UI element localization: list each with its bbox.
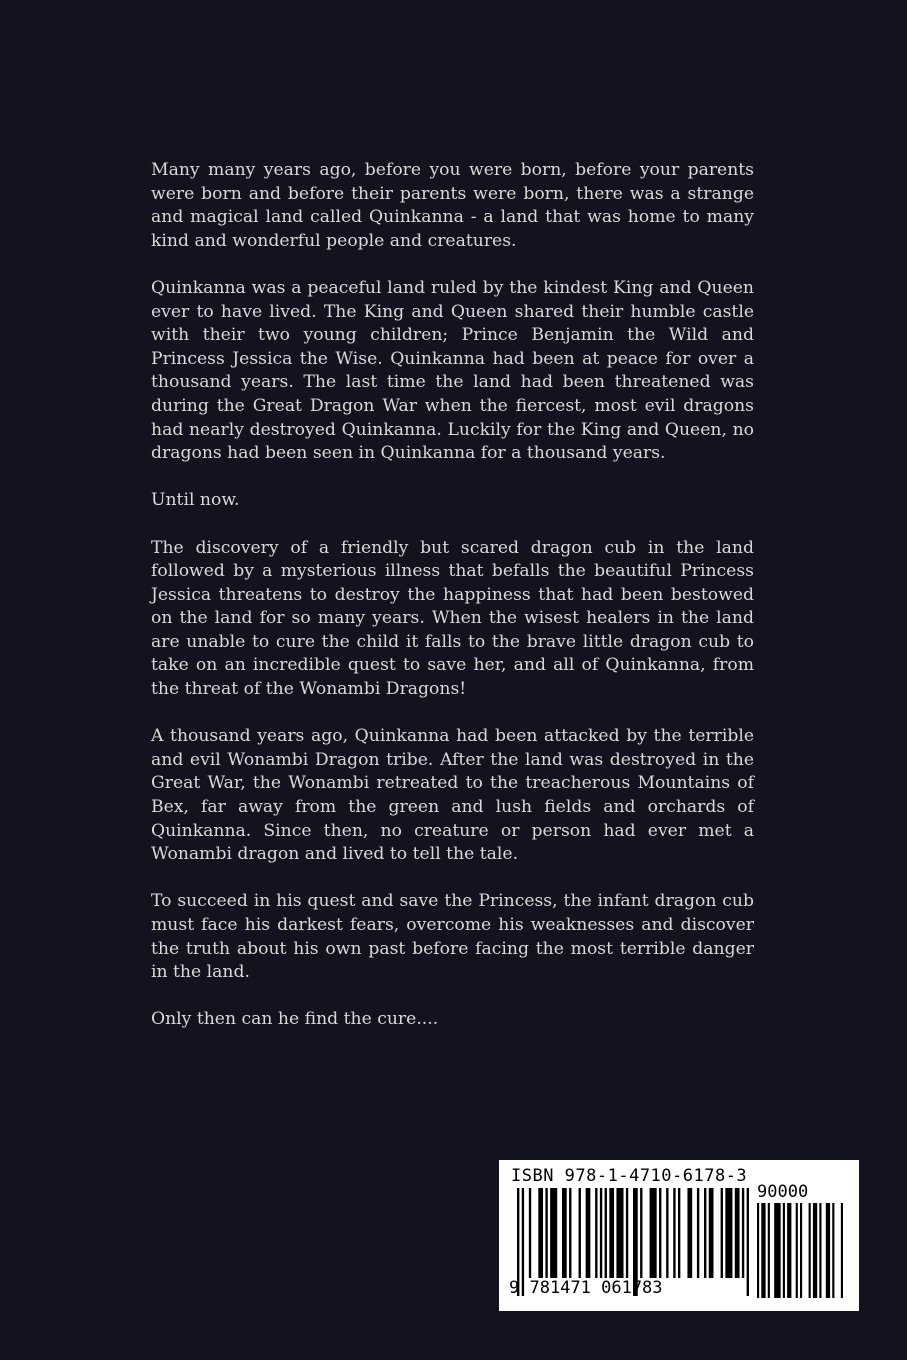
barcode-bar — [725, 1188, 732, 1278]
blurb-paragraph-3: Until now. — [151, 490, 240, 511]
barcode-bar — [538, 1188, 543, 1278]
barcode-bar — [687, 1188, 692, 1278]
barcode-addon-bars — [757, 1203, 843, 1298]
isbn-label: ISBN 978-1-4710-6178-3 — [511, 1166, 748, 1186]
barcode-bar — [774, 1203, 780, 1298]
barcode-bar — [742, 1188, 744, 1278]
barcode-bar — [650, 1188, 657, 1278]
barcode-bar — [626, 1188, 628, 1278]
barcode-bar — [595, 1188, 597, 1278]
blurb-paragraph-7: Only then can he find the cure.... — [151, 1009, 439, 1030]
barcode-bar — [550, 1188, 557, 1278]
blurb-paragraph-2: Quinkanna was a peaceful land ruled by the kindest King and Queen ever to have lived. The King and Queen shared their humble castle with their two young children; Prince Benjamin the Wild and Princess Jessica the Wise. Quinkanna had been at peace for over a thousand years. The last time the land had been threatened was during the Great Dragon War when the fiercest, most evil dragons had nearly destroyed Quinkanna. Luckily for the King and Queen, no dragons had been seen in Quinkanna for a thousand years. — [151, 277, 754, 464]
barcode-bar — [841, 1203, 843, 1298]
barcode-bar — [826, 1203, 830, 1298]
barcode-bar — [832, 1203, 834, 1298]
isbn-barcode — [499, 1160, 859, 1311]
blurb-paragraph-5: A thousand years ago, Quinkanna had been attacked by the terrible and evil Wonambi Dragon tribe. After the land was destroyed in the Great War, the Wonambi retreated to the treacherous Mountains of Bex, far away from the green and lush fields and orchards of Quinkanna. Since then, no creature or person had ever met a Wonambi dragon and lived to tell the tale. — [151, 726, 754, 865]
barcode-bar — [640, 1188, 642, 1278]
barcode-bar — [579, 1188, 581, 1278]
barcode-bar — [616, 1188, 623, 1278]
barcode-bar — [704, 1188, 706, 1278]
blurb-paragraph-6: To succeed in his quest and save the Princess, the infant dragon cub must face his darkest fears, overcome his weaknesses and discover the truth about his own past before facing the most terrible danger in the land. — [151, 891, 754, 983]
barcode-bar — [735, 1188, 740, 1278]
barcode-bar — [609, 1188, 614, 1278]
barcode-bar — [659, 1188, 661, 1278]
barcode-bar — [768, 1203, 770, 1298]
barcode-bar — [569, 1188, 571, 1278]
barcode-bar — [586, 1188, 591, 1278]
barcode-bar — [757, 1203, 759, 1298]
barcode-bar — [678, 1188, 680, 1278]
barcode-bar — [562, 1188, 567, 1278]
barcode-bar — [761, 1203, 765, 1298]
barcode-bar — [747, 1188, 749, 1296]
price-code: 90000 — [757, 1182, 809, 1202]
barcode-bar — [783, 1203, 785, 1298]
barcode-bar — [819, 1203, 821, 1298]
barcode-bar — [721, 1188, 723, 1278]
barcode-bar — [600, 1188, 602, 1278]
barcode-bar — [787, 1203, 791, 1298]
barcode-bar — [809, 1203, 811, 1298]
blurb-paragraph-4: The discovery of a friendly but scared dragon cub in the land followed by a mysterious illness that befalls the beautiful Princess Jessica threatens to destroy the happiness that had been bestowed on the land for so many years. When the wisest healers in the land are unable to cure the child it falls to the brave little dragon cub to take on an incredible quest to save her, and all of Quinkanna, from the threat of the Wonambi Dragons! — [151, 537, 754, 700]
barcode-bar — [673, 1188, 675, 1278]
barcode-bar — [545, 1188, 547, 1278]
barcode-bar — [666, 1188, 668, 1278]
barcode-digits: 9 781471 061783 — [509, 1278, 663, 1298]
barcode-bar — [796, 1203, 798, 1298]
barcode-bar — [697, 1188, 699, 1278]
barcode-bar — [709, 1188, 714, 1278]
barcode-bar — [800, 1203, 802, 1298]
barcode-bar — [813, 1203, 817, 1298]
blurb-text — [151, 159, 754, 1056]
blurb-paragraph-1: Many many years ago, before you were born, before your parents were born and before their parents were born, there was a strange and magical land called Quinkanna - a land that was home to many kind and wonderful people and creatures. — [151, 160, 754, 251]
barcode-bar — [529, 1188, 531, 1278]
barcode-bar — [605, 1188, 607, 1278]
